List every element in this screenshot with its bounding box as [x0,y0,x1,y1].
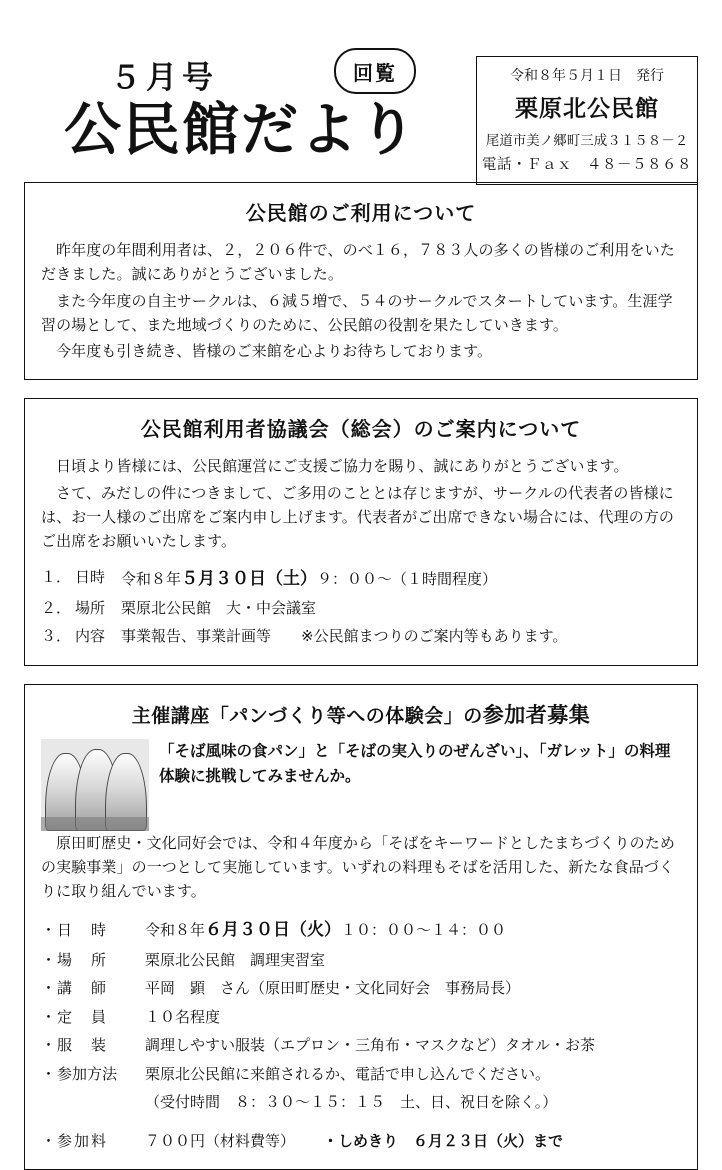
publication-date: 令和８年５月１日 発行 [510,68,664,84]
section-meeting-paragraph-2: さて、みだしの件につきまして、ご多用のこととは存じますが、サークルの代表者の皆様には、お一人様のご出席をご案内申し上げます。代表者がご出席できない場合には、代理の方のご出席をお願いいたします。 [41,483,675,551]
list-item [41,1127,681,1156]
section-meeting [24,398,698,665]
section-usage [24,182,698,380]
section-usage-paragraph-3: 今年度も引き続き、皆様のご来館を心よりお待ちしております。 [56,342,493,361]
masthead [24,48,698,173]
bread-loaves-photo [41,739,149,831]
section-usage-title: 公民館のご利用について [245,201,477,225]
section-usage-paragraph-1: 昨年度の年間利用者は、２，２０６件で、のべ１６，７８３人の多くの皆様のご利用をいただきました。誠にありがとうございました。 [41,241,675,284]
detail-value: 栗原北公民館 調理実習室 [145,950,326,969]
bullet-icon: ・ [41,1131,57,1150]
application-deadline: ・しめきり ６月２３日（火）まで [323,1131,564,1150]
section-usage-paragraph-2: また今年度の自主サークルは、６減５増で、５４のサークルでスタートしています。生涯学習の場として、また地域づくりのために、公民館の役割を果たしていきます。 [41,291,673,334]
bullet-icon: ・ [41,950,57,969]
bullet-icon: ・ [41,979,57,998]
newsletter-page [0,48,722,1150]
detail-value: 栗原北公民館に来館されるか、電話で申し込んでください。 [145,1064,551,1083]
cooking-body-text: 原田町歴史・文化同好会では、令和４年度から「そばをキーワードとしたまちづくりのための実験事業」の一つとして実施しています。いずれの料理もそばを活用した、新たな食品づくりに取り組んでいます。 [41,833,675,901]
issue-month: ５月号 [110,60,218,96]
item-value: 事業報告、事業計画等 ※公民館まつりのご案内等もあります。 [121,626,568,645]
list-item [41,1031,681,1060]
detail-key: 日 時 [57,920,109,939]
detail-value: 平岡 顕 さん（原田町歴史・文化同好会 事務局長） [145,979,521,998]
meeting-date-prefix: 令和８年 [121,569,182,588]
list-item [41,623,681,651]
meeting-date-emphasis: ５月３０日（土） [181,568,318,589]
kairan-stamp: 回覧 [334,48,416,94]
reception-hours-note: （受付時間 ８：３０～１５：１５ 土、日、祝日を除く。） [145,1093,558,1112]
item-number: ２． [41,599,72,618]
course-time: １０：００～１４：００ [341,920,507,939]
item-value [121,564,681,595]
publisher-telephone: 電話・Ｆａｘ ４８－５８６８ [482,157,692,173]
list-item [41,595,681,623]
detail-key: 場 所 [57,950,109,969]
publication-info-box [476,56,698,185]
course-date-prefix: 令和８年 [145,920,206,939]
detail-key: 参加方法 [57,1064,118,1083]
bullet-icon: ・ [41,1007,57,1026]
section-meeting-title: 公民館利用者協議会（総会）のご案内について [140,417,582,442]
list-item [41,1003,681,1032]
list-item [41,914,681,946]
publisher-name: 栗原北公民館 [515,96,659,122]
fee-value: ７００円（材料費等） [145,1131,296,1150]
section-cooking-title [41,699,681,729]
detail-key: 講 師 [57,979,109,998]
item-value: 栗原北公民館 大・中会議室 [121,599,317,618]
cooking-intro-row [41,739,681,831]
publisher-address: 尾道市美ノ郷町三成３１５８－２ [485,133,689,149]
detail-value: 調理しやすい服装（エプロン・三角布・マスクなど）タオル・お茶 [145,1036,596,1055]
detail-key: 定 員 [57,1007,109,1026]
page-title: 公民館だより [64,97,418,163]
cooking-title-recruit: 参加者募集 [482,702,591,727]
meeting-details-list [41,564,681,651]
course-date-emphasis: ６月３０日（火） [205,919,342,940]
detail-value [145,914,681,946]
item-label: 場所 [75,599,106,618]
fee-row-container [41,1127,681,1156]
list-item [41,946,681,975]
cooking-title-main: 主催講座「パンづくり等への体験会」の [131,704,483,727]
cooking-details-list [41,914,681,1089]
item-label: 内容 [75,626,106,645]
detail-key: 服 装 [57,1036,109,1055]
bullet-icon: ・ [41,1036,57,1055]
bullet-icon: ・ [41,920,57,939]
item-number: １． [41,567,72,586]
list-item [41,564,681,595]
fee-key: 参加料 [57,1131,109,1150]
meeting-time: ９：００～（１時間程度） [317,569,498,588]
detail-value: １０名程度 [145,1007,221,1026]
item-number: ３． [41,626,72,645]
list-item [41,974,681,1003]
item-label: 日時 [75,567,106,586]
section-meeting-paragraph-1: 日頃より皆様には、公民館運営にご支援ご協力を賜り、誠にありがとうございます。 [56,457,629,476]
list-item [41,1060,681,1089]
bullet-icon: ・ [41,1064,57,1083]
cooking-lead-text: 「そば風味の食パン」と「そばの実入りのぜんざい」、「ガレット」の料理体験に挑戦してみませんか。 [159,741,671,785]
section-cooking-course [24,684,698,1170]
